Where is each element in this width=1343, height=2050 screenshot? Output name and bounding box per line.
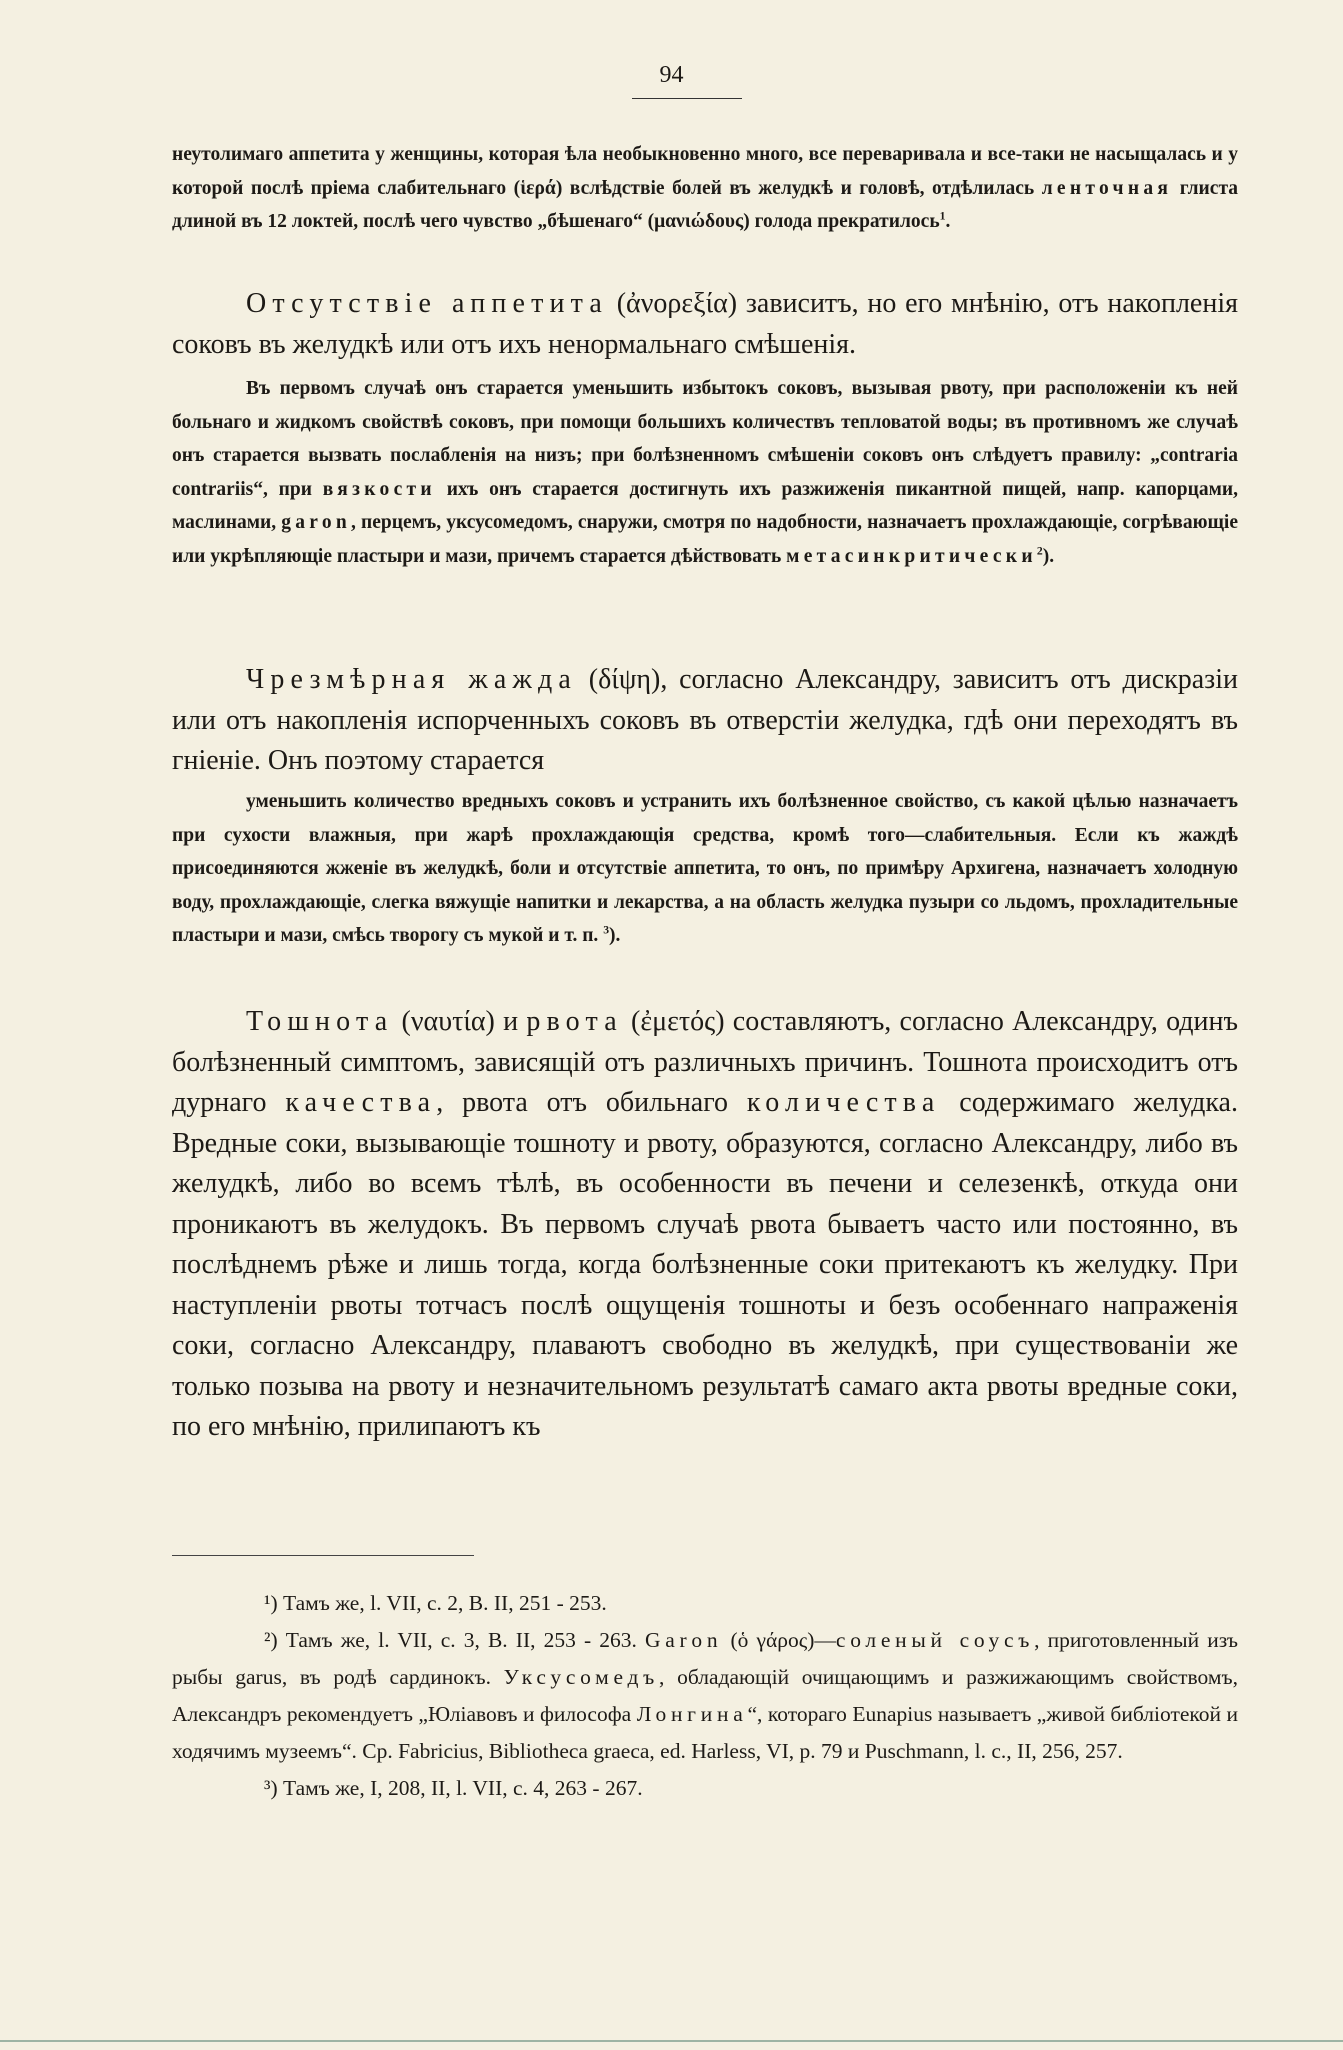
spaced-term: количества [746, 1087, 941, 1118]
spaced-term: Чрезмѣрная жажда [246, 664, 577, 695]
paragraph-2: Отсутствіе аппетита (ἀνορεξία) зависитъ, но его мнѣнію, отъ накопленія соковъ въ желудкѣ или отъ ихъ ненормальнаго смѣшенія. [172, 288, 1239, 360]
spaced-term: Отсутствіе аппетита [246, 288, 608, 319]
page-bottom-edge [0, 2040, 1343, 2042]
spaced-term: метасинкритически [786, 545, 1037, 567]
spaced-term: Лонгина [636, 1702, 748, 1726]
spaced-term: соленый соусъ [835, 1628, 1035, 1652]
greek-term: ὁ γάρος [737, 1628, 808, 1652]
footnote-ref: 1 [939, 209, 946, 223]
spaced-term: Уксусомедъ [503, 1665, 660, 1689]
footnote-2: ²) Тамъ же, l. VII, c. 3, B. II, 253 - 263. Garon (ὁ γάρος)—соленый соусъ, приготовленный изъ рыбы garus, въ родѣ сардинокъ. Уксусомедъ, обладающій очищающимъ и разжижающимъ свойствомъ, Александръ рекомендуетъ „Юліавовъ и философа Лонгина“, котораго Eunapius называетъ „живой библіотекой и ходячимъ музеемъ“. Cp. Fabricius, Bibliotheca graeca, ed. Harless, VI, p. 79 и Puschmann, l. c., II, 256, 257. [172, 1628, 1238, 1763]
greek-term: ναυτία [410, 1006, 486, 1037]
paragraph-4: Чрезмѣрная жажда (δίψη), согласно Александру, зависитъ отъ дискразіи или отъ накопленія испорченныхъ соковъ въ отверстіи желудка, гдѣ они переходятъ въ гніеніе. Онъ поэтому старается [172, 664, 1238, 776]
footnote-3: ³) Тамъ же, I, 208, II, l. VII, c. 4, 263 - 267. [264, 1776, 643, 1800]
greek-term: ἱερά [520, 177, 556, 199]
footnote-mark: ²) [264, 1628, 278, 1652]
footnote-mark: ³) [264, 1776, 278, 1800]
footnote-mark: ¹) [264, 1591, 278, 1615]
paragraph-3: Въ первомъ случаѣ онъ старается уменьшить избытокъ соковъ, вызывая рвоту, при расположеніи къ ней больнаго и жидкомъ свойствѣ соковъ, при помощи большихъ количествъ тепловатой воды; въ противномъ же случаѣ онъ старается вызвать послабленія на низъ; при болѣзненномъ смѣшеніи соковъ онъ слѣдуетъ правилу: „contraria contrariis“, при вязкости ихъ онъ старается достигнуть ихъ разжиженія пикантной пищей, напр. капорцами, маслинами, garon, перцемъ, уксусомедомъ, снаружи, смотря по надобности, назначаетъ прохлаждающіе, согрѣвающіе или укрѣпляющіе пластыри и мази, причемъ старается дѣйствовать метасинкритически$^2$). [172, 378, 1239, 567]
paragraph-5: уменьшить количество вредныхъ соковъ и устранить ихъ болѣзненное свойство, съ какой цѣлью назначаетъ при сухости влажныя, при жарѣ прохлаждающія средства, кромѣ того—слабительныя. Если къ жаждѣ присоединяются жженіе въ желудкѣ, боли и отсутствіе аппетита, то онъ, по примѣру Архигена, назначаетъ холодную воду, прохлаждающіе, слегка вяжущіе напитки и лекарства, а на область желудка пузыри со льдомъ, прохладительные пластыри и мази, смѣсь творогу съ мукой и т. п. $^3$). [172, 791, 1238, 946]
footnote-separator [172, 1555, 474, 1556]
footnotes [172, 1585, 1238, 1807]
spaced-term: Тошнота [246, 1006, 394, 1037]
page-number: 94 [659, 62, 684, 88]
footnote-1: ¹) Тамъ же, l. VII, c. 2, B. II, 251 - 253. [264, 1591, 607, 1615]
greek-term: δίψη [598, 664, 651, 695]
greek-term: ἀνορεξία [626, 288, 728, 319]
spaced-term: качества [285, 1087, 437, 1118]
paragraph-6: Тошнота (ναυτία) и рвота (ἐμετός) составляютъ, согласно Александру, одинъ болѣзненный симптомъ, зависящій отъ различныхъ причинъ. Тошнота происходитъ отъ дурнаго качества, рвота отъ обильнаго количества содержимаго желудка. Вредные соки, вызывающіе тошноту и рвоту, образуются, согласно Александру, либо въ желудкѣ, либо во всемъ тѣлѣ, въ особенности въ печени и селезенкѣ, откуда они проникаютъ въ желудокъ. Въ первомъ случаѣ рвота бываетъ часто или постоянно, въ послѣднемъ рѣже и лишь тогда, когда болѣзненные соки притекаютъ къ желудку. При наступленіи рвоты тотчасъ послѣ ощущенія тошноты и безъ особеннаго напраженія соки, согласно Александру, плаваютъ свободно въ желудкѣ, при существованіи же только позыва на рвоту и незначительномъ результатѣ самаго акта рвоты вредные соки, по его мнѣнію, прилипаютъ къ [172, 1006, 1238, 1442]
paragraph-1: неутолимаго аппетита у женщины, которая ѣла необыкновенно много, все переваривала и все-таки не насыщалась и у которой послѣ пріема слабительнаго (ἱερά) вслѣдствіе болей въ желудкѣ и головѣ, отдѣлилась ленточная глиста длиной въ 12 локтей, послѣ чего чувство „бѣшенаго“ (μανιώδους) голода прекратилось$^1$. [172, 144, 1239, 232]
spaced-term: garon [281, 512, 352, 533]
page-number-rule [632, 98, 742, 99]
spaced-term: рвота [526, 1006, 623, 1037]
spaced-term: ленточная [1041, 177, 1173, 199]
greek-term: ἐμετός [640, 1006, 716, 1037]
footnote-ref: 2 [1036, 544, 1043, 557]
footnote-ref: 3 [603, 923, 610, 937]
spaced-term: Garon [644, 1628, 723, 1652]
greek-term: μανιώδους [654, 211, 744, 232]
spaced-term: вязкости [322, 478, 436, 500]
